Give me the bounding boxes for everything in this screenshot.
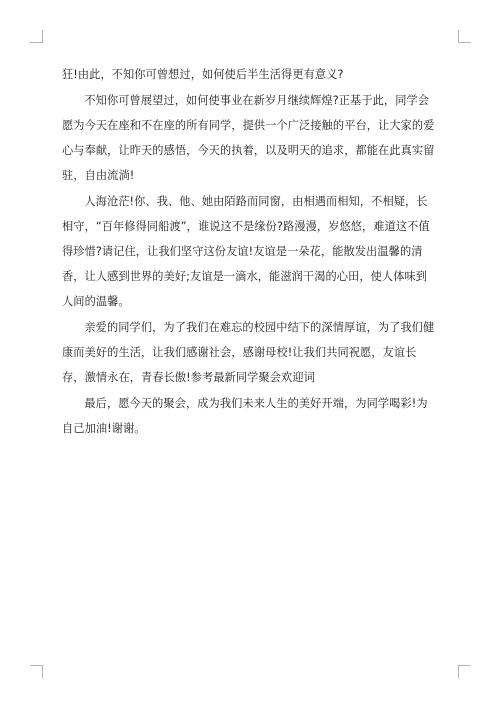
paragraph-2: 不知你可曾展望过，如何使事业在新岁月继续辉煌?正基于此，同学会愿为今天在座和不在座的所有同学，提供一个广泛接触的平台，让大家的爱心与奉献，让昨天的感悟，今天的执着，以及明天的追求，都能在此真实留驻，自由流淌! <box>62 94 435 182</box>
crop-mark-bottom-right <box>458 665 471 678</box>
crop-mark-bottom-left <box>30 665 43 678</box>
paragraph-5: 最后，愿今天的聚会，成为我们未来人生的美好开端，为同学喝彩!为自己加油!谢谢。 <box>62 397 428 435</box>
paragraph-1: 狂!由此，不知你可曾想过，如何使后半生活得更有意义? <box>62 68 344 81</box>
crop-mark-top-right <box>458 30 471 43</box>
crop-mark-top-left <box>30 30 43 43</box>
document-body <box>62 62 438 442</box>
paragraph-4: 亲爱的同学们，为了我们在难忘的校园中结下的深情厚谊，为了我们健康而美好的生活，让我们感谢社会，感谢母校!让我们共同祝愿，友谊长存，激情永在，青春长傲!参考最新同学聚会欢迎词 <box>62 321 435 384</box>
paragraph-3: 人海沧茫!你、我、他、她由陌路而同窗，由相遇而相知，不相疑，长相守，“百年修得同船渡”，谁说这不是缘份?路漫漫，岁悠悠，难道这不值得珍惜?请记住，让我们坚守这份友谊!友谊是一朵花，能散发出温馨的清香，让人感到世界的美好;友谊是一滴水，能滋润干渴的心田，使人体味到人间的温馨。 <box>62 195 430 308</box>
